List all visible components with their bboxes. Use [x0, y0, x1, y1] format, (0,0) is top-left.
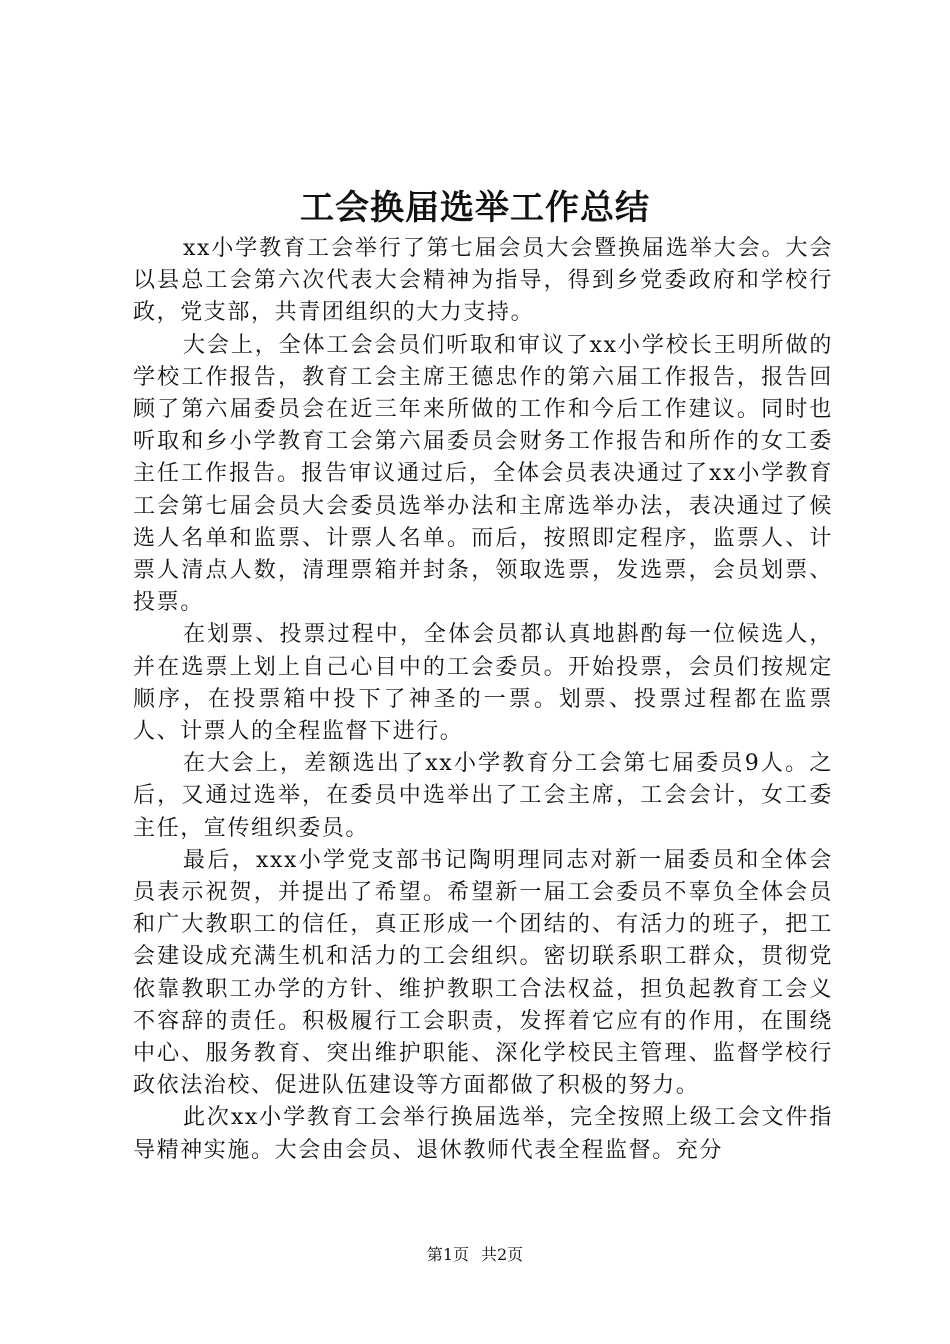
- paragraph-5: 最后，xxx小学党支部书记陶明理同志对新一届委员和全体会员表示祝贺，并提出了希望。希望新一届工会委员不辜负全体会员和广大教职工的信任，真正形成一个团结的、有活力的班子，把工会建设成充满生机和活力的工会组织。密切联系职工群众，贯彻党依靠教职工办学的方针、维护教职工合法权益，担负起教育工会义不容辞的责任。积极履行工会职责，发挥着它应有的作用，在围绕中心、服务教育、突出维护职能、深化学校民主管理、监督学校行政依法治校、促进队伍建设等方面都做了积极的努力。: [133, 847, 833, 1099]
- paragraph-6: 此次xx小学教育工会举行换届选举，完全按照上级工会文件指导精神实施。大会由会员、退休教师代表全程监督。充分: [133, 1105, 833, 1163]
- page-total: 共2页: [481, 1245, 524, 1264]
- page-number: 第1页: [426, 1245, 469, 1264]
- paragraph-2: 大会上，全体工会会员们听取和审议了xx小学校长王明所做的学校工作报告，教育工会主席王德忠作的第六届工作报告，报告回顾了第六届委员会在近三年来所做的工作和今后工作建议。同时也听取和乡小学教育工会第六届委员会财务工作报告和所作的女工委主任工作报告。报告审议通过后，全体会员表决通过了xx小学教育工会第七届会员大会委员选举办法和主席选举办法，表决通过了候选人名单和监票、计票人名单。而后，按照即定程序，监票人、计票人清点人数，清理票箱并封条，领取选票，发选票，会员划票、投票。: [133, 332, 833, 616]
- paragraph-4: 在大会上，差额选出了xx小学教育分工会第七届委员9人。之后，又通过选举，在委员中选举出了工会主席，工会会计，女工委主任，宣传组织委员。: [133, 751, 833, 841]
- paragraph-1: xx小学教育工会举行了第七届会员大会暨换届选举大会。大会以县总工会第六次代表大会精神为指导，得到乡党委政府和学校行政，党支部，共青团组织的大力支持。: [133, 236, 833, 326]
- document-body: [133, 233, 833, 1167]
- document-title: 工会换届选举工作总结: [300, 188, 650, 228]
- paragraph-3: 在划票、投票过程中，全体会员都认真地斟酌每一位候选人，并在选票上划上自己心目中的工会委员。开始投票，会员们按规定顺序，在投票箱中投下了神圣的一票。划票、投票过程都在监票人、计票人的全程监督下进行。: [133, 622, 833, 745]
- page-footer: [0, 1244, 950, 1266]
